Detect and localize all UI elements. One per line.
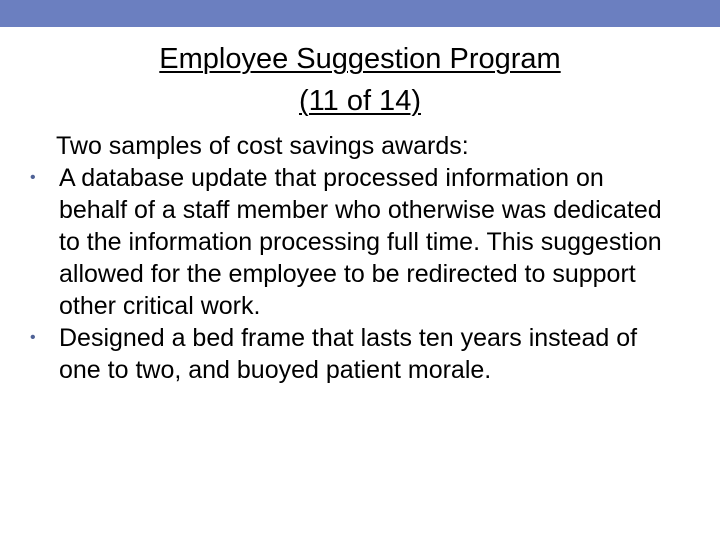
bullet-list — [0, 162, 720, 386]
slide-title-line-1: Employee Suggestion Program — [159, 43, 561, 75]
slide-title — [60, 38, 660, 122]
bullet-item-bed-frame — [0, 322, 720, 386]
slide-body — [0, 130, 720, 386]
bullet-icon: • — [30, 329, 36, 346]
bullet-icon: • — [30, 169, 36, 186]
top-accent-band — [0, 0, 720, 27]
slide-title-line-2: (11 of 14) — [299, 85, 421, 117]
bullet-text: A database update that processed information on behalf of a staff member who otherwise was dedicated to the information processing full time. This suggestion allowed for the employee to be redirected to support other critical work. — [59, 164, 662, 320]
bullet-item-database-update — [0, 162, 720, 322]
bullet-text: Designed a bed frame that lasts ten years instead of one to two, and buoyed patient morale. — [59, 324, 638, 384]
intro-text: Two samples of cost savings awards: — [56, 132, 469, 160]
